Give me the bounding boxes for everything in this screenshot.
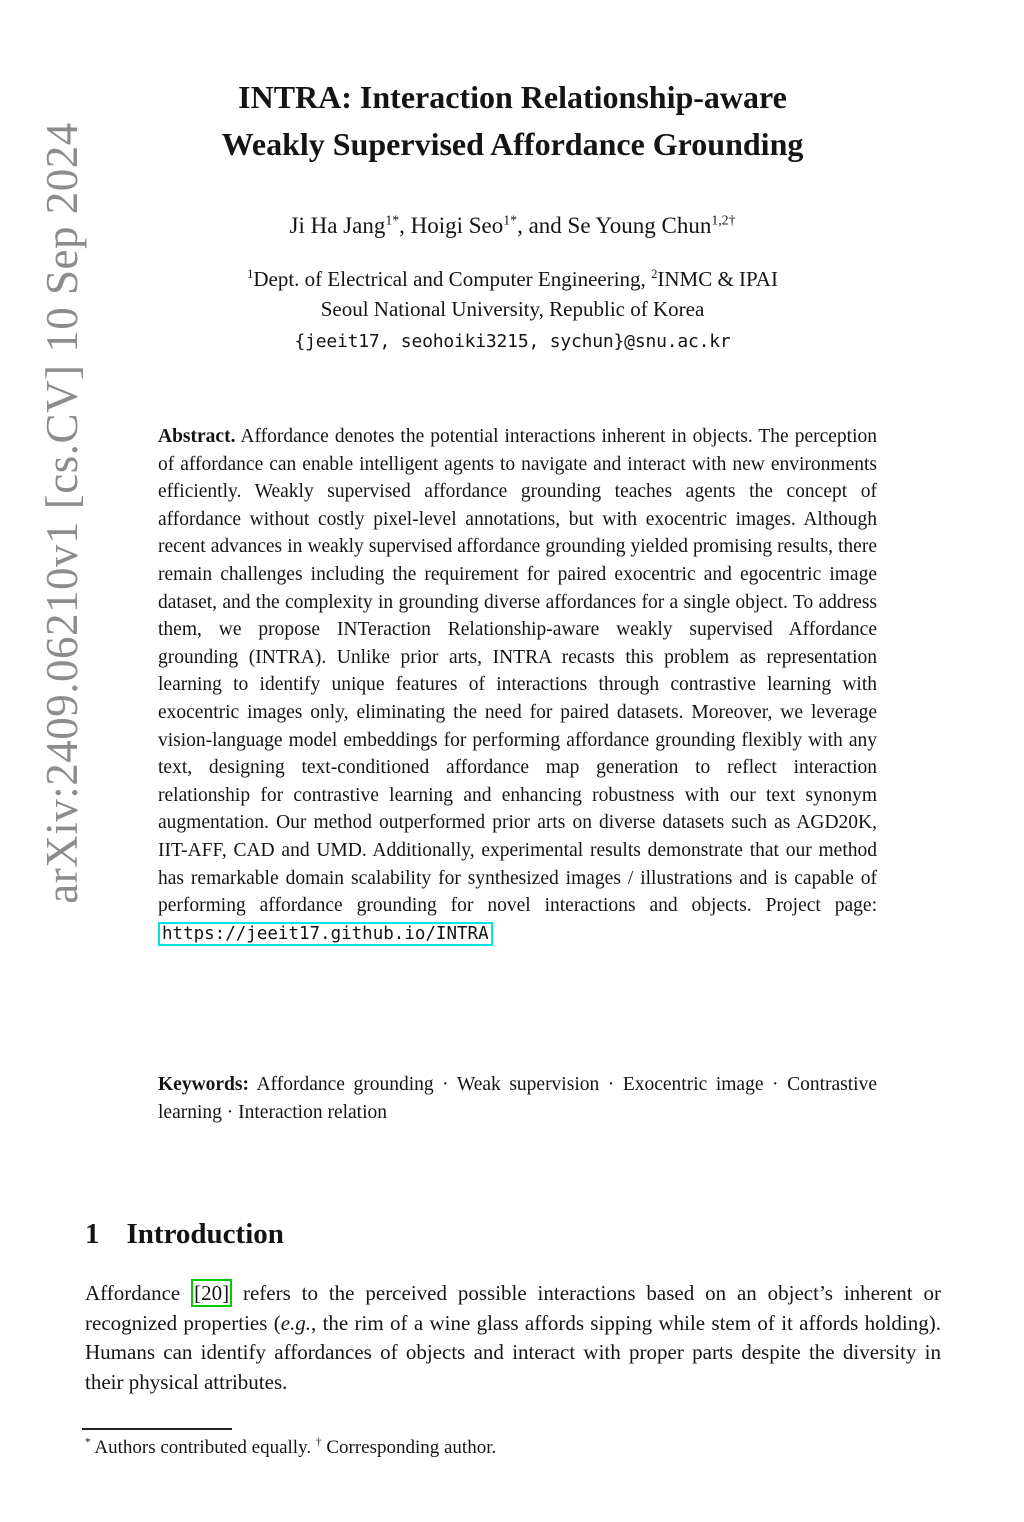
keywords-label: Keywords: [158,1074,249,1095]
author-sup-3: 1,2† [711,212,736,228]
affiliation-line-1 [85,264,940,294]
author-sup-1: 1* [385,212,400,228]
intro-text-2: refers to the perceived possible interactions based on an object’s inherent or recognized properties ( [85,1281,941,1335]
abstract-text: Affordance denotes the potential interactions inherent in objects. The perception of affordance can enable intelligent agents to navigate and interact with new environments efficiently. Weakly supervised affordance grounding teaches agents the concept of affordance without costly pixel-level annotations, but with exocentric images. Although recent advances in weakly supervised affordance grounding yielded promising results, there remain challenges including the requirement for paired exocentric and egocentric image dataset, and the complexity in grounding diverse affordances for a single object. To address them, we propose INTeraction Relationship-aware weakly supervised Affordance grounding (INTRA). Unlike prior arts, INTRA recasts this problem as representation learning to identify unique features of interactions through contrastive learning with exocentric images only, eliminating the need for paired datasets. Moreover, we leverage vision-language model embeddings for performing affordance grounding flexibly with any text, designing text-conditioned affordance map generation to reflect interaction relationship for contrastive learning and enhancing robustness with our text synonym augmentation. Our method outperformed prior arts on diverse datasets such as AGD20K, IIT-AFF, CAD and UMD. Additionally, experimental results demonstrate that our method has remarkable domain scalability for synthesized images / illustrations and is capable of performing affordance grounding for novel interactions and objects. [158,426,877,917]
abstract-block [158,423,877,948]
affiliation-block [85,264,940,357]
arxiv-watermark: arXiv:2409.06210v1 [cs.CV] 10 Sep 2024 [37,122,87,904]
affiliation-inmc: INMC & IPAI [657,267,778,291]
affiliation-sup-1: 1 [247,267,254,281]
introduction-paragraph [85,1279,941,1397]
section-1-heading [85,1218,940,1251]
affiliation-sup-2: 2 [651,267,658,281]
author-separator-1: , [399,213,411,238]
affiliation-dept: Dept. of Electrical and Computer Engineering, [253,267,652,291]
intro-text-3: , the rim of a wine glass affords sipping while stem of it affords holding). Humans can identify affordances of objects and interact with proper parts despite the diversity in their physical attributes. [85,1310,942,1394]
footnote-equal-contribution: Authors contributed equally. [90,1437,316,1458]
footnote-dagger-marker: † [315,1436,322,1449]
intro-eg-italic: e.g. [280,1310,312,1335]
footnote-corresponding-author: Corresponding author. [321,1437,497,1458]
author-name-1: Ji Ha Jang [289,213,386,238]
section-1-number: 1 [85,1218,100,1250]
footnote-star-marker: * [85,1436,91,1449]
title-line-2: Weakly Supervised Affordance Grounding [221,126,804,162]
keywords-block [158,1071,877,1127]
paper-title [85,74,940,168]
footnote-text [85,1437,941,1459]
authors-line [85,213,940,239]
author-name-2: Hoigi Seo [410,213,504,238]
author-emails: {jeeit17, seohoiki3215, sychun}@snu.ac.kr [294,331,731,352]
intro-text-1: Affordance [85,1281,192,1305]
author-name-3: Se Young Chun [567,213,712,238]
affiliation-line-2: Seoul National University, Republic of Korea [320,297,705,321]
footnote-rule [82,1428,232,1430]
keywords-text: Affordance grounding · Weak supervision · Exocentric image · Contrastive learning · Interaction relation [158,1074,877,1123]
abstract-label: Abstract. [158,426,236,447]
title-line-1: INTRA: Interaction Relationship-aware [238,79,787,115]
section-1-title: Introduction [126,1218,284,1250]
project-page-link[interactable]: https://jeeit17.github.io/INTRA [158,922,493,946]
author-separator-2: , and [517,213,568,238]
citation-20-link[interactable]: [20] [191,1279,232,1307]
project-page-label: Project page: [765,895,877,917]
author-sup-2: 1* [503,212,518,228]
